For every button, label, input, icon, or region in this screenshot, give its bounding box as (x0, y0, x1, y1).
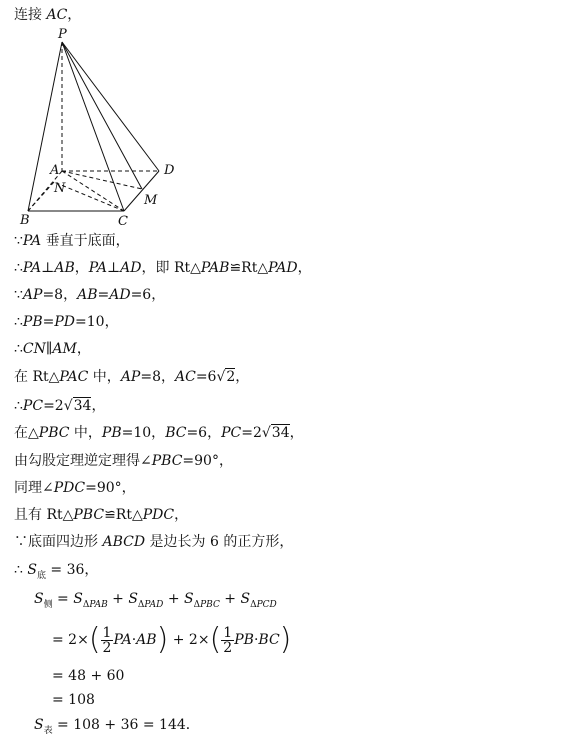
line-5: ∴CN∥AM， (14, 341, 91, 357)
label-b: B (20, 213, 30, 228)
edge-am (62, 171, 142, 189)
edge-pd (62, 42, 159, 171)
line-17: = 108 (52, 692, 95, 708)
line-8: 在△PBC 中，PB=10，BC=6，PC=2√34， (14, 425, 304, 441)
line-16: = 48 + 60 (52, 668, 125, 684)
line-11: 且有 Rt△PBC≌Rt△PDC， (14, 507, 189, 523)
label-p: P (58, 27, 67, 42)
line-4: ∴PB=PD=10， (14, 314, 119, 330)
line-1: ∵PA 垂直于底面， (14, 233, 130, 249)
line-18: $S_表 = 108 + 36 = 144$． (34, 717, 200, 736)
edge-ac (62, 171, 124, 211)
line-7: ∴PC=2√34， (14, 398, 106, 414)
edge-pc (62, 42, 124, 211)
label-n: N (54, 181, 66, 196)
pyramid-figure (14, 24, 184, 229)
edge-pm (62, 42, 142, 189)
line-9: 由勾股定理逆定理得∠PBC=90°， (14, 453, 233, 469)
line-0: 连接 AC， (14, 7, 82, 23)
line-10: 同理∠PDC=90°， (14, 480, 136, 496)
line-14: $S_侧 = S_{\Delta PAB} + S_{\Delta PAD} + S_{\Delta PBC} + S_{\Delta PCD}$ (34, 591, 277, 610)
line-2: ∴PA⊥AB，PA⊥AD，即 Rt△PAB≌Rt△PAD， (14, 260, 312, 276)
edge-nb (28, 182, 54, 211)
line-12: ∵底面四边形 ABCD 是边长为 6 的正方形， (14, 534, 294, 550)
line-3: ∵AP=8，AB=AD=6， (14, 287, 166, 303)
label-m: M (144, 193, 158, 208)
line-6: 在 Rt△PAC 中，AP=8，AC=6√2， (14, 369, 250, 385)
line-13: ∴ $S_底 = 36$， (14, 562, 99, 581)
line-15: = 2×( $\frac{1}{2}$ PA·AB) + 2×( $\frac{1}{2}$ PB·BC) (52, 622, 292, 657)
label-c: C (118, 214, 128, 229)
label-d: D (164, 163, 175, 178)
label-a: A (50, 163, 60, 178)
